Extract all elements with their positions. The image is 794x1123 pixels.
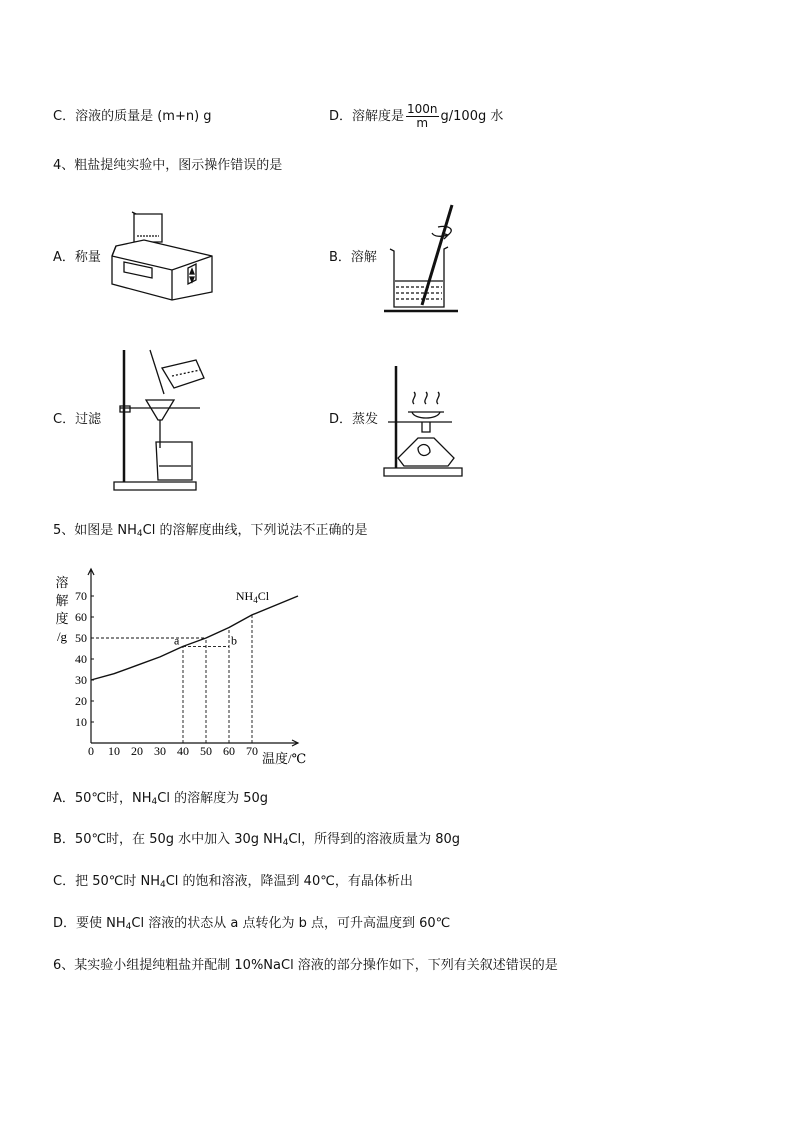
q5-stem	[53, 522, 367, 543]
fraction-denominator: m	[416, 116, 429, 130]
solubility-curve-chart	[40, 560, 320, 770]
q5-option-b-pre: B．50℃时，在 50g 水中加入 30g NH	[53, 832, 283, 847]
y-tick-label: 60	[75, 610, 87, 624]
fraction-numerator: 100n	[407, 102, 438, 116]
y-tick-label: 10	[75, 715, 87, 729]
chart-labels	[55, 575, 306, 766]
q3-option-d-prefix: D．溶解度是	[329, 109, 405, 124]
q5-option-c	[53, 873, 413, 894]
q5-option-c-sub: 4	[159, 880, 166, 890]
q5-option-b	[53, 831, 460, 852]
q5-option-c-pre: C．把 50℃时 NH	[53, 874, 160, 889]
x-tick-label: 0	[88, 744, 94, 758]
q3-option-c: C．溶液的质量是 (m+n) g	[53, 109, 212, 124]
electronic-balance-illustration	[108, 206, 218, 300]
q5-option-a	[53, 790, 268, 811]
dissolving-beaker-illustration	[384, 203, 460, 315]
filtration-illustration	[112, 348, 212, 492]
x-tick-label: 30	[154, 744, 166, 758]
q5-option-b-post: Cl，所得到的溶液质量为 80g	[288, 832, 461, 847]
fraction	[406, 103, 439, 130]
q4-option-a-label: A．称量	[53, 250, 101, 265]
q6-stem: 6、某实验小组提纯粗盐并配制 10%NaCl 溶液的部分操作如下，下列有关叙述错误的是	[53, 958, 558, 973]
y-tick-label: 50	[75, 631, 87, 645]
x-tick-label: 10	[108, 744, 120, 758]
q5-option-d-pre: D．要使 NH	[53, 916, 126, 931]
q5-stem-post: Cl 的溶解度曲线，下列说法不正确的是	[142, 523, 368, 538]
q5-option-a-post: Cl 的溶解度为 50g	[157, 791, 269, 806]
q5-option-b-sub: 4	[282, 838, 289, 848]
q5-option-d-sub: 4	[125, 922, 132, 932]
q5-option-d	[53, 915, 450, 936]
q4-option-c-label: C．过滤	[53, 412, 102, 427]
x-tick-label: 50	[200, 744, 212, 758]
q5-option-d-post: Cl 溶液的状态从 a 点转化为 b 点，可升高温度到 60℃	[131, 916, 451, 931]
series-label: $NH_4Cl$	[235, 589, 270, 606]
point-label-b: b	[231, 633, 237, 648]
x-tick-label: 20	[131, 744, 143, 758]
y-tick-label: 40	[75, 652, 87, 666]
x-tick-label: 60	[223, 744, 235, 758]
q5-stem-sub: 4	[136, 529, 143, 539]
y-tick-label: 70	[75, 589, 87, 603]
y-axis-label-char: /g	[56, 629, 68, 644]
q5-option-a-sub: 4	[151, 797, 158, 807]
x-tick-label: 40	[177, 744, 189, 758]
chart-guide-lines	[91, 615, 252, 743]
q5-option-a-pre: A．50℃时，NH	[53, 791, 152, 806]
q4-stem: 4、粗盐提纯实验中，图示操作错误的是	[53, 158, 283, 173]
q4-option-d-label: D．蒸发	[329, 412, 379, 427]
q3-option-d-suffix: g/100g 水	[440, 109, 504, 124]
q3-option-d	[329, 100, 503, 134]
y-axis-label-char: 溶	[55, 575, 69, 590]
q5-stem-pre: 5、如图是 NH	[53, 523, 137, 538]
point-label-a: a	[174, 633, 180, 648]
q4-option-b-label: B．溶解	[329, 250, 377, 265]
x-axis-label: 温度/℃	[262, 751, 307, 766]
q5-option-c-post: Cl 的饱和溶液，降温到 40℃，有晶体析出	[165, 874, 413, 889]
y-tick-label: 20	[75, 694, 87, 708]
y-axis-label-char: 解	[55, 593, 69, 608]
y-tick-label: 30	[75, 673, 87, 687]
x-tick-label: 70	[246, 744, 258, 758]
evaporation-illustration	[382, 362, 462, 478]
y-axis-label-char: 度	[55, 611, 69, 626]
